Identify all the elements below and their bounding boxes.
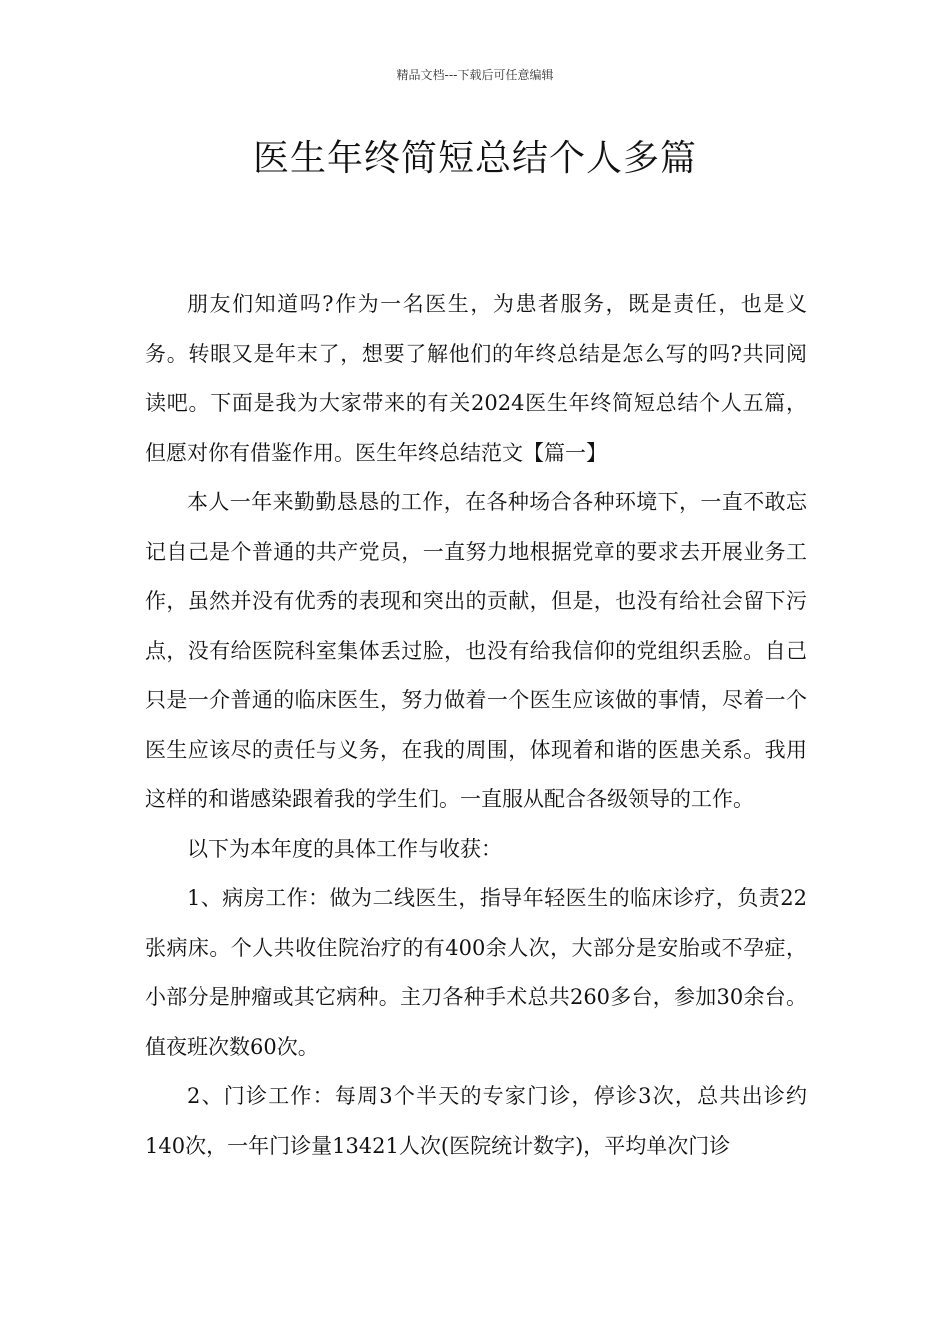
paragraph-ward-work: 1、病房工作：做为二线医生，指导年轻医生的临床诊疗，负责22张病床。个人共收住院治疗的有400余人次，大部分是安胎或不孕症，小部分是肿瘤或其它病种。主刀各种手术总共260多台，参加30余台。值夜班次数60次。 [145,886,807,1059]
paragraph-intro: 朋友们知道吗?作为一名医生，为患者服务，既是责任，也是义务。转眼又是年末了，想要了解他们的年终总结是怎么写的吗?共同阅读吧。下面是我为大家带来的有关2024医生年终简短总结个人五篇，但愿对你有借鉴作用。医生年终总结范文【篇一】 [145,292,807,465]
paragraph-outpatient-work: 2、门诊工作：每周3个半天的专家门诊，停诊3次，总共出诊约140次，一年门诊量13421人次(医院统计数字)，平均单次门诊 [145,1084,807,1158]
document-title: 医生年终简短总结个人多篇 [252,138,697,179]
paragraph-self-review: 本人一年来勤勤恳恳的工作，在各种场合各种环境下，一直不敢忘记自己是个普通的共产党员，一直努力地根据党章的要求去开展业务工作，虽然并没有优秀的表现和突出的贡献，但是，也没有给社会留下污点，没有给医院科室集体丢过脸，也没有给我信仰的党组织丢脸。自己只是一介普通的临床医生，努力做着一个医生应该做的事情，尽着一个医生应该尽的责任与义务，在我的周围，体现着和谐的医患关系。我用这样的和谐感染跟着我的学生们。一直服从配合各级领导的工作。 [145,490,807,811]
paragraph-work-intro: 以下为本年度的具体工作与收获： [187,836,502,861]
document-body [145,280,807,1171]
header-note: 精品文档---下载后可任意编辑 [396,68,554,82]
